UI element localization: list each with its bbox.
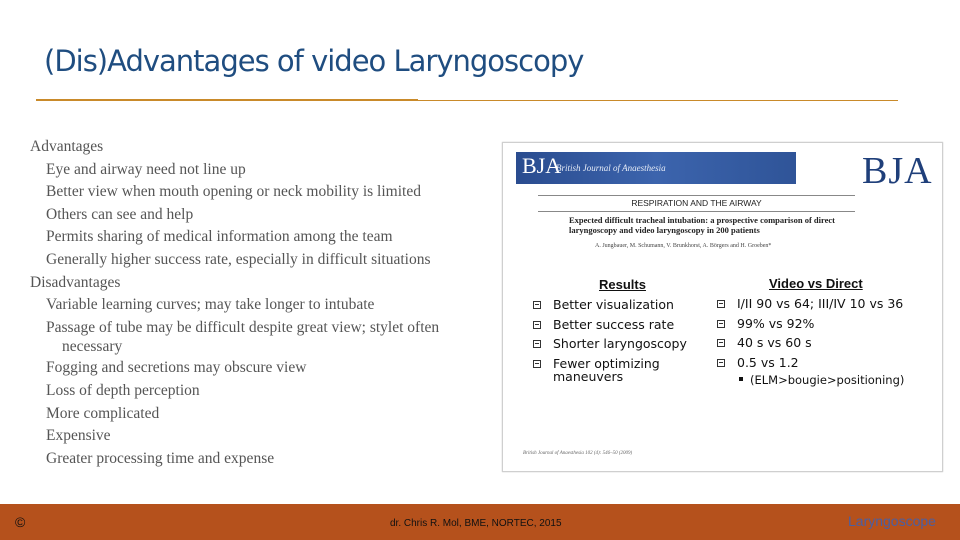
disadvantage-item-continuation: necessary (62, 338, 123, 356)
checkbox-bullet-icon (533, 360, 541, 368)
comparison-item: 0.5 vs 1.2 (717, 353, 939, 373)
disadvantage-item: Greater processing time and expense (46, 449, 275, 467)
disadvantages-heading: Disadvantages (30, 273, 121, 291)
advantage-item: Better view when mouth opening or neck mobility is limited (46, 183, 421, 201)
checkbox-bullet-icon (717, 359, 725, 367)
checkbox-bullet-icon (533, 321, 541, 329)
results-item: Better success rate (533, 315, 723, 335)
bja-logo: BJA (862, 150, 933, 192)
checkbox-bullet-icon (533, 301, 541, 309)
advantage-item: Eye and airway need not line up (46, 160, 246, 178)
results-item: Shorter laryngoscopy (533, 334, 723, 354)
copyright-symbol: © (15, 514, 26, 530)
journal-banner (516, 152, 796, 184)
disadvantage-item: Fogging and secretions may obscure view (46, 359, 307, 377)
banner-journal-name: British Journal of Anaesthesia (556, 163, 666, 173)
disadvantage-item: Expensive (46, 427, 111, 445)
comparison-subitem: (ELM>bougie>positioning) (717, 372, 939, 388)
advantage-item: Others can see and help (46, 205, 194, 223)
journal-citation: British Journal of Anaesthesia 102 (4): 546–50 (2009) (523, 451, 633, 456)
slide-title: (Dis)Advantages of video Laryngoscopy (44, 44, 584, 78)
title-divider-accent (36, 99, 418, 101)
advantages-heading: Advantages (30, 138, 104, 155)
disadvantage-item: Passage of tube may be difficult despite great view; stylet often (46, 318, 440, 336)
checkbox-bullet-icon (717, 300, 725, 308)
bja-study-figure (502, 142, 943, 472)
comparison-item: I/II 90 vs 64; III/IV 10 vs 36 (717, 294, 939, 314)
paper-authors: A. Jungbauer, M. Schumann, V. Brunkhorst, A. Börgers and H. Groeben* (595, 243, 772, 249)
footer-bar (0, 504, 960, 540)
results-list (533, 295, 723, 384)
content-list (30, 136, 500, 470)
checkbox-bullet-icon (717, 320, 725, 328)
checkbox-bullet-icon (533, 340, 541, 348)
footer-credit: dr. Chris R. Mol, BME, NORTEC, 2015 (390, 518, 562, 529)
comparison-item: 99% vs 92% (717, 314, 939, 334)
banner-logo-text: BJA (522, 153, 562, 178)
journal-section: RESPIRATION AND THE AIRWAY (538, 195, 855, 212)
results-title: Results (599, 277, 646, 292)
advantage-item: Permits sharing of medical information among the team (46, 228, 393, 246)
comparison-item: 40 s vs 60 s (717, 333, 939, 353)
disadvantage-item: More complicated (46, 404, 160, 422)
checkbox-bullet-icon (717, 339, 725, 347)
disadvantage-item: Variable learning curves; may take longer to intubate (46, 296, 375, 314)
square-bullet-icon (739, 377, 743, 381)
advantage-item: Generally higher success rate, especially in difficult situations (46, 250, 431, 268)
video-vs-direct-list (717, 294, 939, 388)
footer-brand: Laryngoscope (848, 513, 936, 529)
results-item-continuation: maneuvers (553, 369, 624, 384)
disadvantage-item: Loss of depth perception (46, 381, 200, 399)
results-item: Fewer optimizing maneuvers (533, 354, 723, 385)
video-vs-direct-title: Video vs Direct (769, 276, 863, 291)
results-item: Better visualization (533, 295, 723, 315)
paper-title: Expected difficult tracheal intubation: a prospective comparison of direct laryngoscopy and video laryngoscopy in 200 patients (569, 215, 835, 235)
